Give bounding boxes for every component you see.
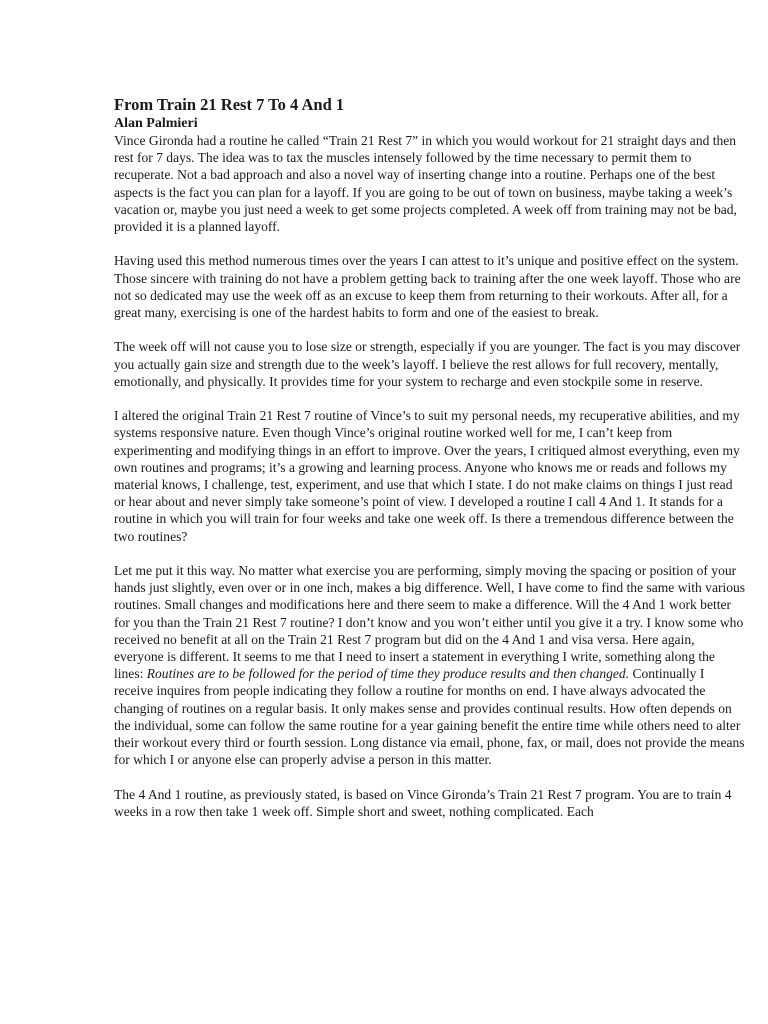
paragraph-1: Vince Gironda had a routine he called “Train 21 Rest 7” in which you would workout for 21 straight days and then rest for 7 days. The idea was to tax the muscles intensely followed by the time necessary to permit them to recuperate. Not a bad approach and also a novel way of inserting change into a routine. Perhaps one of the best aspects is the fact you can plan for a layoff. If you are going to be out of town on business, maybe taking a week’s vacation or, maybe you just need a week to get some projects completed. A week off from training may not be bad, provided it is a planned layoff. xyxy=(114,133,737,235)
paragraph-6: The 4 And 1 routine, as previously stated, is based on Vince Gironda’s Train 21 Rest 7 program. You are to train 4 weeks in a row then take 1 week off. Simple short and sweet, nothing complicated. Each xyxy=(114,786,732,819)
paragraph-5 xyxy=(114,562,746,768)
paragraph-3: The week off will not cause you to lose size or strength, especially if you are younger. The fact is you may discover you actually gain size and strength due to the week’s layoff. I believe the rest allows for full recovery, mentally, emotionally, and physically. It provides time for your system to recharge and even stockpile some in reserve. xyxy=(114,339,741,389)
document-author: Alan Palmieri xyxy=(114,116,198,131)
document-content xyxy=(114,95,746,820)
paragraph-4: I altered the original Train 21 Rest 7 routine of Vince’s to suit my personal needs, my recuperative abilities, and my systems responsive nature. Even though Vince’s original routine worked well for me, I can’t keep from experimenting and modifying things in an effort to improve. Over the years, I critiqued almost everything, even my own routines and programs; it’s a growing and learning process. Anyone who knows me or reads and follows my material knows, I challenge, test, experiment, and use that which I state. I do not make claims on things I just read or hear about and never simply take someone’s point of view. I developed a routine I call 4 And 1. It stands for a routine in which you will train for four weeks and take one week off. Is there a tremendous difference between the two routines? xyxy=(114,408,740,544)
paragraph-2: Having used this method numerous times over the years I can attest to it’s unique and positive effect on the system. Those sincere with training do not have a problem getting back to training after the one week layoff. Those who are not so dedicated may use the week off as an excuse to keep them from returning to their workouts. After all, for a great many, exercising is one of the hardest habits to form and one of the easiest to break. xyxy=(114,253,741,321)
paragraph-5-emphasis: Routines are to be followed for the period of time they produce results and then changed. xyxy=(146,666,630,682)
paragraph-5-text-before: Let me put it this way. No matter what exercise you are performing, simply moving the spacing or position of your hands just slightly, even over or in one inch, makes a big difference. Well, I have come to find the same with various routines. Small changes and modifications here and there seem to make a difference. Will the 4 And 1 work better for you than the Train 21 Rest 7 routine? I don’t know and you won’t either until you give it a try. I know some who received no benefit at all on the Train 21 Rest 7 program but did on the 4 And 1 and visa versa. Here again, everyone is different. It seems to me that I need to insert a statement in everything I write, something along the lines: xyxy=(114,563,746,682)
paragraph-5-text-after: Continually I receive inquires from people indicating they follow a routine for months on end. I have always advocated the changing of routines on a regular basis. It only makes sense and provides continual results. How often depends on the individual, some can follow the same routine for a year gaining benefit the entire time while others need to alter their workout every third or fourth session. Long distance via email, phone, fax, or mail, does not provide the means for which I or anyone else can properly advise a person in this matter. xyxy=(114,666,745,768)
document-title: From Train 21 Rest 7 To 4 And 1 xyxy=(114,95,345,114)
